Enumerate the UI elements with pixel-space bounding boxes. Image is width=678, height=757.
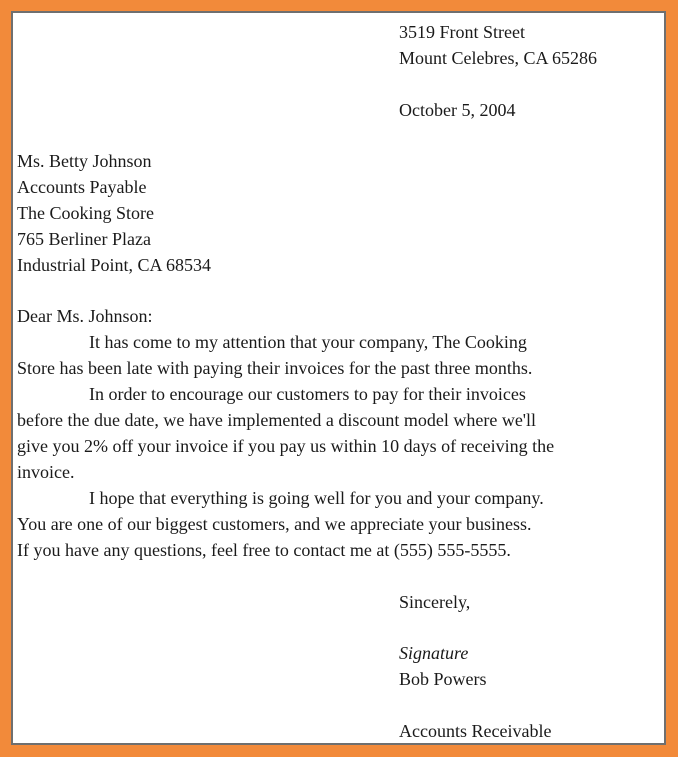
salutation: Dear Ms. Johnson: xyxy=(17,306,153,326)
recipient-company: The Cooking Store xyxy=(17,203,154,223)
recipient-city-line: Industrial Point, CA 68534 xyxy=(17,255,212,275)
signer-title: Accounts Receivable xyxy=(399,721,552,741)
body-line: It has come to my attention that your company, The Cooking xyxy=(89,332,527,352)
sender-city-line: Mount Celebres, CA 65286 xyxy=(399,48,597,68)
body-line: give you 2% off your invoice if you pay us within 10 days of receiving the xyxy=(17,436,555,456)
closing-text: Sincerely, xyxy=(399,592,471,612)
letter-body xyxy=(17,303,662,563)
signature-block xyxy=(399,640,487,692)
body-line: In order to encourage our customers to pay for their invoices xyxy=(89,384,526,404)
sender-address xyxy=(399,19,597,71)
sender-street: 3519 Front Street xyxy=(399,22,525,42)
letter-page xyxy=(11,11,666,745)
body-line: Store has been late with paying their invoices for the past three months. xyxy=(17,358,533,378)
body-line: If you have any questions, feel free to contact me at (555) 555-5555. xyxy=(17,540,511,560)
signature-placeholder: Signature xyxy=(399,643,469,663)
recipient-address xyxy=(17,148,211,278)
body-line: invoice. xyxy=(17,462,75,482)
signer-name: Bob Powers xyxy=(399,669,487,689)
recipient-department: Accounts Payable xyxy=(17,177,147,197)
recipient-street: 765 Berliner Plaza xyxy=(17,229,151,249)
recipient-name: Ms. Betty Johnson xyxy=(17,151,152,171)
body-line: I hope that everything is going well for you and your company. xyxy=(89,488,544,508)
signer-title-block xyxy=(399,718,551,744)
closing-block xyxy=(399,589,470,615)
letter-date xyxy=(399,97,515,123)
body-line: before the due date, we have implemented a discount model where we'll xyxy=(17,410,537,430)
body-line: You are one of our biggest customers, and we appreciate your business. xyxy=(17,514,532,534)
date-text: October 5, 2004 xyxy=(399,100,516,120)
